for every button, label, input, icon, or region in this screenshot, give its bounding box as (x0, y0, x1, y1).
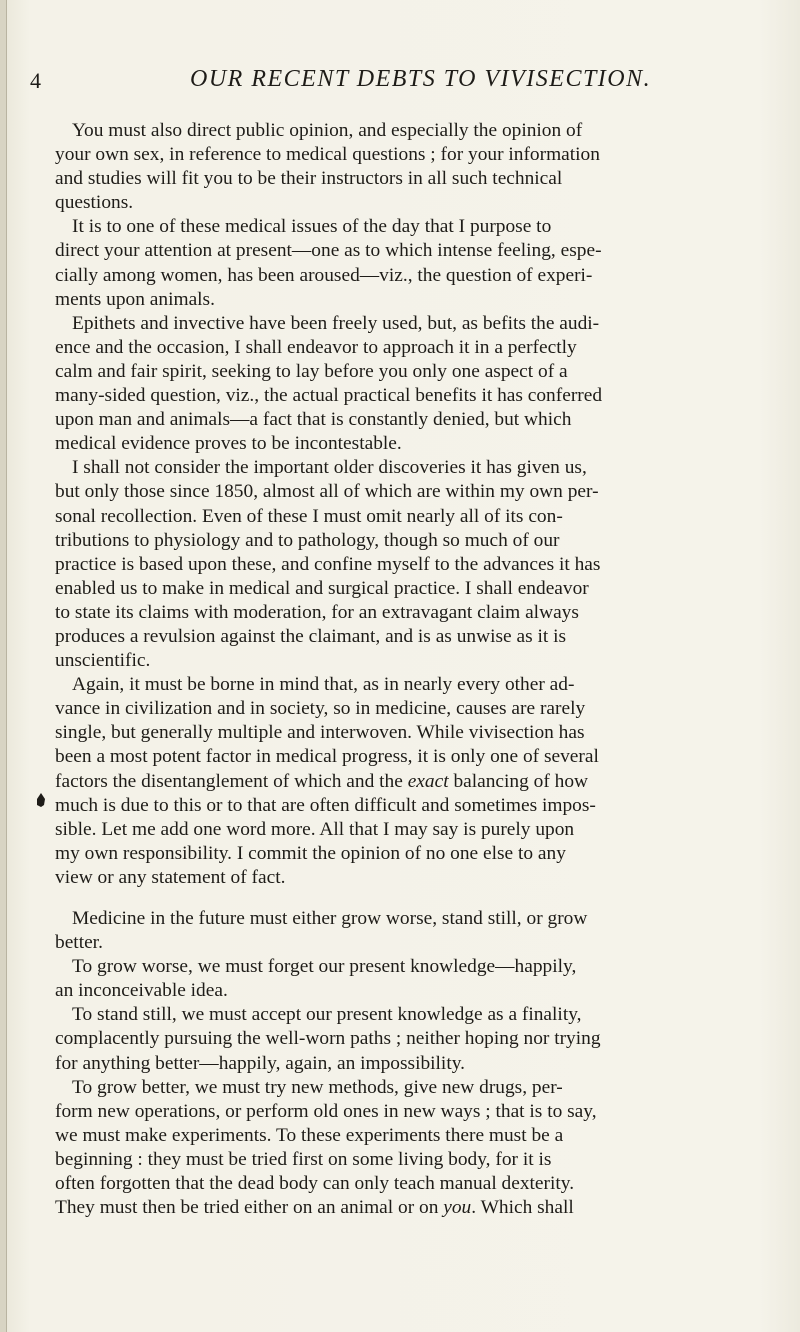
text-line: To grow better, we must try new methods, give new drugs, per- (72, 1076, 563, 1098)
text-line: unscientific. (55, 650, 151, 672)
text-line: practice is based upon these, and confine myself to the advances it has (55, 553, 601, 575)
text-line: questions. (55, 192, 134, 214)
text-line: direct your attention at present—one as to which intense feeling, espe- (55, 240, 602, 262)
text-line: ence and the occasion, I shall endeavor to approach it in a perfectly (55, 336, 577, 358)
text-line: Epithets and invective have been freely used, but, as befits the audi- (72, 312, 600, 334)
ink-blot-mark (36, 793, 46, 807)
paragraph (55, 312, 781, 457)
text-line: been a most potent factor in medical progress, it is only one of several (55, 746, 599, 768)
text-line: for anything better—happily, again, an impossibility. (55, 1052, 465, 1074)
text-line: ments upon animals. (55, 288, 215, 310)
text-line: upon man and animals—a fact that is constantly denied, but which (55, 409, 572, 431)
text-line: much is due to this or to that are often difficult and sometimes impos- (55, 794, 596, 816)
paragraph (55, 456, 781, 673)
text-line: To stand still, we must accept our present knowledge as a finality, (72, 1004, 582, 1026)
text-line: They must then be tried either on an animal or on you. Which shall (55, 1197, 574, 1219)
text-line: sible. Let me add one word more. All that I may say is purely upon (55, 818, 575, 840)
text-line: cially among women, has been aroused—viz., the question of experi- (55, 264, 593, 286)
text-line: It is to one of these medical issues of the day that I purpose to (72, 216, 552, 238)
text-line: often forgotten that the dead body can only teach manual dexterity. (55, 1173, 575, 1195)
text-line: to state its claims with moderation, for an extravagant claim always (55, 601, 579, 623)
text-line: an inconceivable idea. (55, 980, 228, 1002)
paragraph (55, 955, 781, 1003)
text-line: complacently pursuing the well-worn paths ; neither hoping nor trying (55, 1028, 601, 1050)
page-binding-edge (0, 0, 7, 1332)
text-line: I shall not consider the important older discoveries it has given us, (72, 457, 587, 479)
text-line: Medicine in the future must either grow worse, stand still, or grow (72, 908, 588, 929)
text-line: your own sex, in reference to medical questions ; for your information (55, 144, 600, 166)
text-line: beginning : they must be tried first on some living body, for it is (55, 1148, 552, 1170)
paragraph (55, 907, 781, 955)
paragraph (55, 1003, 781, 1075)
text-line: calm and fair spirit, seeking to lay before you only one aspect of a (55, 360, 568, 382)
paragraph (55, 119, 781, 215)
body-text (55, 119, 781, 1220)
running-head: OUR RECENT DEBTS TO VIVISECTION. (190, 66, 652, 92)
text-line: sonal recollection. Even of these I must omit nearly all of its con- (55, 505, 563, 527)
text-line: and studies will fit you to be their instructors in all such technical (55, 168, 563, 190)
text-line: single, but generally multiple and interwoven. While vivisection has (55, 722, 585, 744)
text-line: we must make experiments. To these experiments there must be a (55, 1124, 564, 1146)
page-header (30, 66, 770, 96)
text-line: Again, it must be borne in mind that, as in nearly every other ad- (72, 674, 575, 696)
paragraph (55, 1076, 781, 1221)
text-line: You must also direct public opinion, and especially the opinion of (72, 120, 583, 141)
text-line: tributions to physiology and to pathology, though so much of our (55, 529, 560, 551)
paragraph-gap (55, 890, 781, 907)
text-line: view or any statement of fact. (55, 866, 286, 888)
text-line: my own responsibility. I commit the opinion of no one else to any (55, 842, 566, 864)
text-line: but only those since 1850, almost all of which are within my own per- (55, 481, 599, 503)
paragraph (55, 215, 781, 311)
text-line: factors the disentanglement of which and the exact balancing of how (55, 770, 589, 792)
text-line: better. (55, 932, 103, 954)
text-line: many-sided question, viz., the actual practical benefits it has conferred (55, 385, 603, 407)
page-number: 4 (30, 68, 41, 93)
text-line: form new operations, or perform old ones in new ways ; that is to say, (55, 1100, 597, 1122)
text-line: To grow worse, we must forget our present knowledge—happily, (72, 956, 577, 978)
text-line: medical evidence proves to be incontestable. (55, 433, 402, 455)
text-line: enabled us to make in medical and surgical practice. I shall endeavor (55, 577, 589, 599)
text-line: vance in civilization and in society, so in medicine, causes are rarely (55, 698, 586, 720)
paragraph (55, 673, 781, 890)
text-line: produces a revulsion against the claimant, and is as unwise as it is (55, 625, 567, 647)
